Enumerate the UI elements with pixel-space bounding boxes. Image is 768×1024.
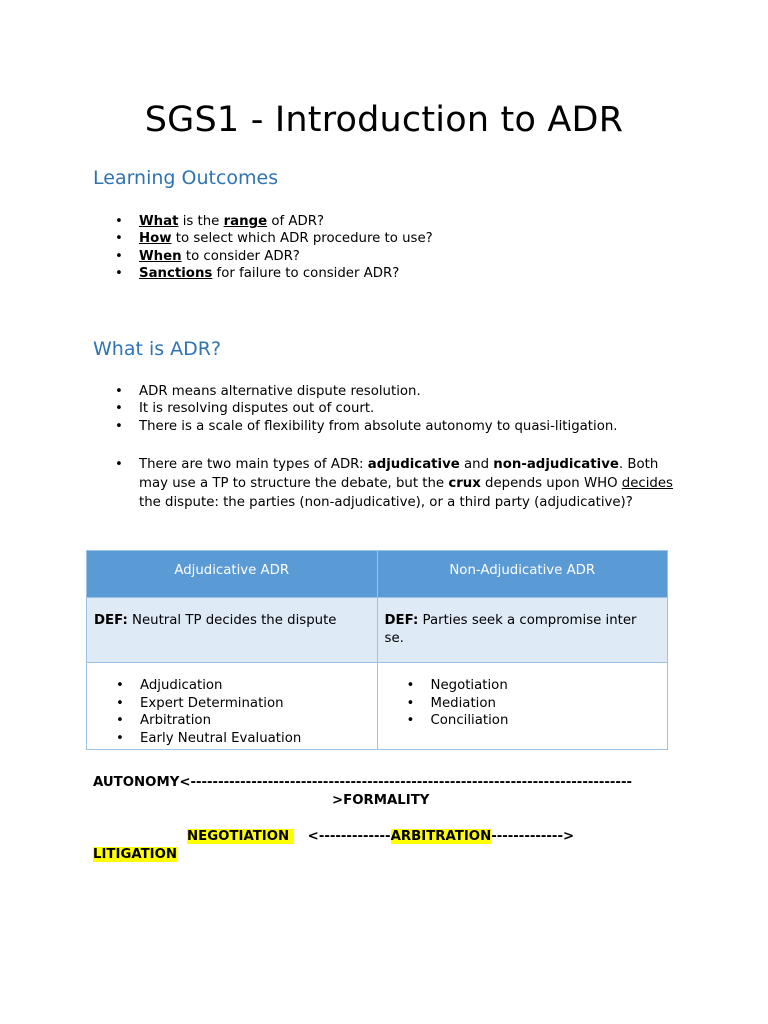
def-label: DEF: (94, 613, 128, 628)
autonomy-scale-line: AUTONOMY<-------------------------------------------------------------------------------- (93, 775, 632, 790)
paragraph-text: the dispute: the parties (non-adjudicative), or a third party (adjudicative)? (139, 495, 633, 510)
list-item: • It is resolving disputes out of court. (93, 400, 617, 417)
definition-cell-adjudicative (87, 598, 378, 663)
arbitration-highlight: ARBITRATION (390, 829, 492, 844)
table-header-row (87, 551, 668, 598)
examples-cell-non-adjudicative (377, 663, 667, 750)
definition-text: Neutral TP decides the dispute (127, 613, 337, 628)
paragraph-text: and (459, 457, 494, 472)
list-item (93, 230, 433, 247)
table-row-examples (87, 663, 668, 750)
non-adjudicative-list (378, 677, 667, 730)
list-item: • Arbitration (87, 712, 377, 730)
keyword: adjudicative (367, 457, 460, 472)
litigation-highlight: LITIGATION (93, 847, 178, 862)
paragraph-text: . Both may use a TP to structure the debate, but the (139, 457, 659, 491)
list-item-text: to select which ADR procedure to use? (171, 231, 433, 247)
list-item: • Conciliation (378, 712, 667, 730)
list-item (93, 248, 433, 265)
adr-comparison-table (86, 550, 668, 750)
adr-points-list (93, 383, 617, 435)
table-row-definitions (87, 598, 668, 663)
list-item: • Mediation (378, 695, 667, 713)
negotiation-arbitration-line (187, 828, 574, 846)
examples-cell-adjudicative (87, 663, 378, 750)
keyword: What (139, 214, 179, 229)
list-item: • ADR means alternative dispute resolution. (93, 383, 617, 400)
adr-types-list (93, 455, 673, 512)
arrow-right: -------------> (491, 829, 575, 844)
table-header-adjudicative: Adjudicative ADR (87, 551, 378, 598)
list-item-text: is the (178, 214, 224, 229)
list-item: • Expert Determination (87, 695, 377, 713)
def-label: DEF: (384, 613, 419, 628)
what-is-adr-heading: What is ADR? (93, 338, 222, 360)
list-item: • Negotiation (378, 677, 667, 695)
keyword: When (139, 248, 182, 264)
list-item (93, 265, 433, 282)
list-item: • There is a scale of flexibility from absolute autonomy to quasi-litigation. (93, 418, 617, 435)
paragraph-text: There are two main types of ADR: (139, 457, 368, 472)
learning-outcomes-heading: Learning Outcomes (93, 167, 279, 189)
keyword: decides (621, 476, 673, 491)
table-header-non-adjudicative: Non-Adjudicative ADR (377, 551, 667, 598)
adr-types-paragraph (93, 455, 673, 512)
list-item: • Early Neutral Evaluation (87, 730, 377, 748)
list-item-text: of ADR? (267, 214, 325, 229)
keyword: range (223, 214, 268, 229)
keyword: crux (448, 476, 481, 491)
paragraph-text: depends upon WHO (480, 476, 622, 491)
keyword: How (139, 231, 172, 247)
list-item: • Adjudication (87, 677, 377, 695)
adjudicative-list (87, 677, 377, 747)
arrow-left: <------------- (293, 829, 391, 844)
litigation-line (93, 846, 177, 864)
keyword: Sanctions (139, 265, 213, 281)
page-title: SGS1 - Introduction to ADR (144, 100, 624, 140)
formality-label: >FORMALITY (332, 793, 430, 808)
learning-outcomes-list (93, 213, 433, 282)
definition-cell-non-adjudicative (377, 598, 667, 663)
list-item-text: for failure to consider ADR? (212, 265, 400, 281)
list-item (93, 213, 433, 230)
keyword: non-adjudicative (493, 457, 619, 472)
definition-text: Parties seek a compromise inter se. (384, 613, 637, 646)
negotiation-highlight: NEGOTIATION (187, 829, 294, 844)
list-item-text: to consider ADR? (181, 248, 300, 264)
